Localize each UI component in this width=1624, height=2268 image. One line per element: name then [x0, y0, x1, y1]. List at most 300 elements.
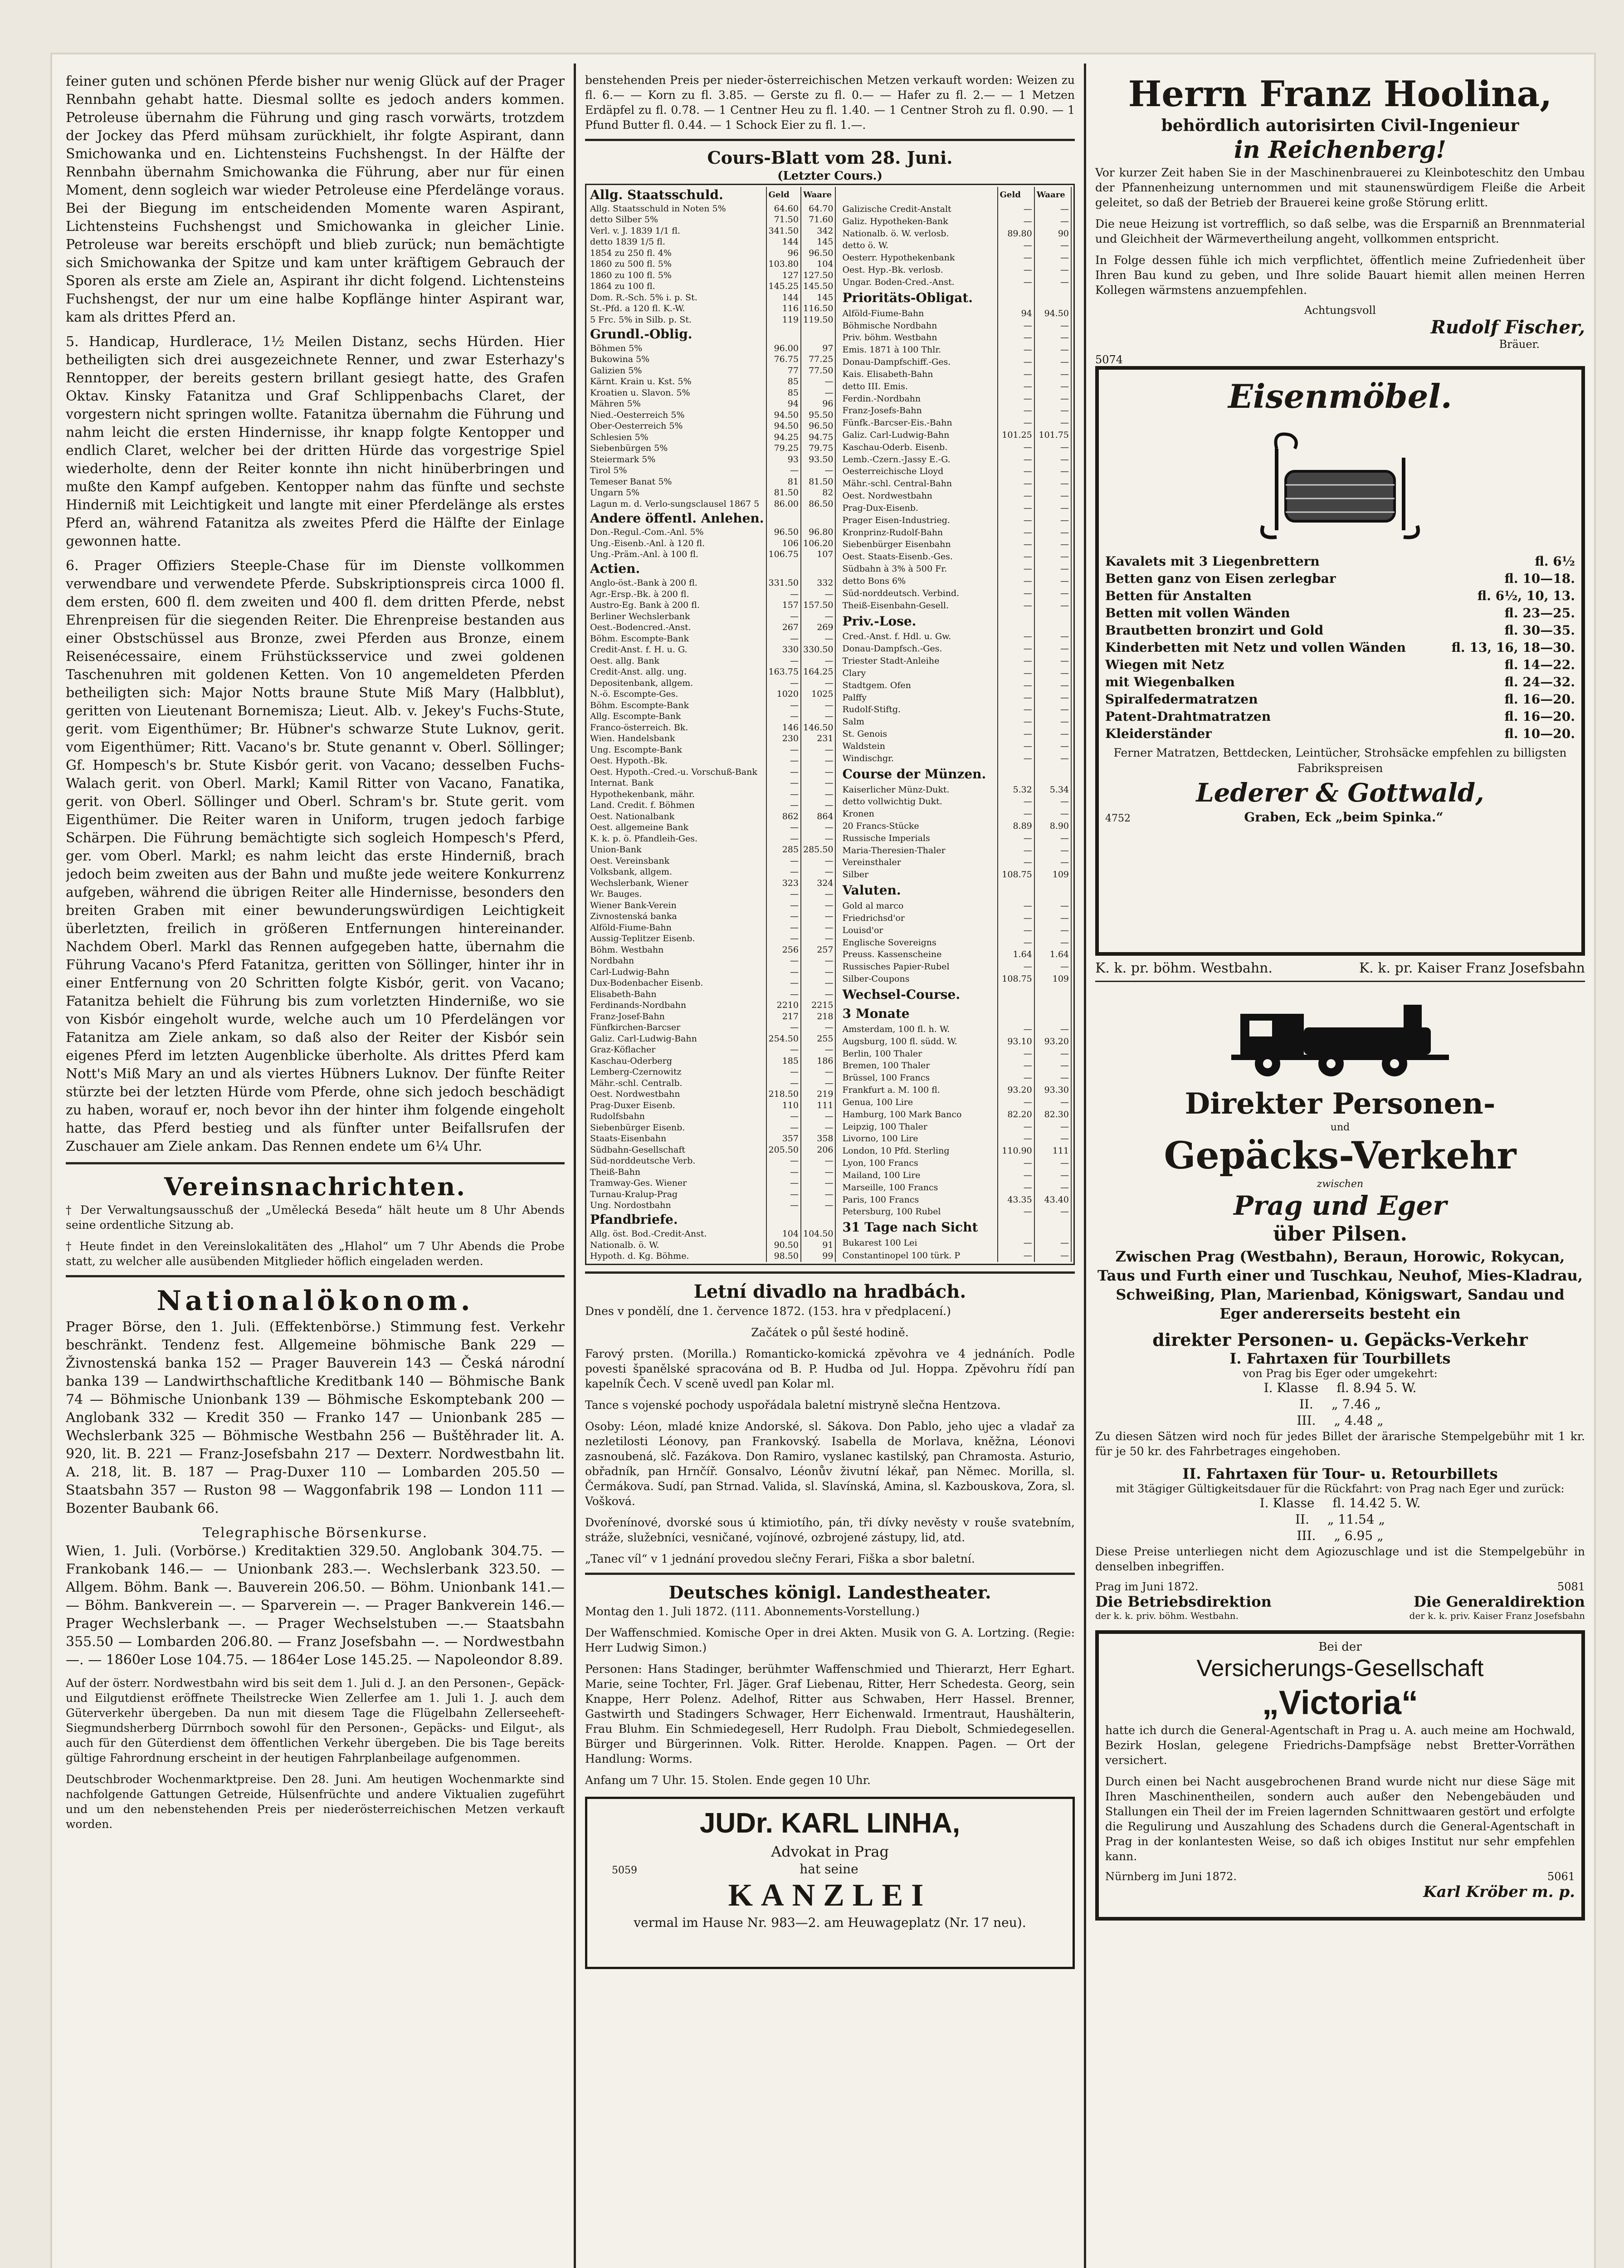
cours-right-cell: —	[1034, 655, 1071, 667]
cours-right-row	[840, 832, 1071, 845]
cours-left-row	[588, 1134, 835, 1145]
cours-left-row	[588, 922, 835, 934]
cours-left-cell: 1864 zu 100 fl.	[588, 281, 766, 293]
cours-right-row	[840, 1109, 1071, 1121]
fare-price: „ 11.54 „	[1327, 1512, 1385, 1527]
cours-right-row	[840, 869, 1071, 881]
cours-left-cell: 77.50	[801, 365, 835, 376]
cours-left-row	[588, 711, 835, 723]
cours-left-row	[588, 443, 835, 454]
cours-right-cell: 108.75	[998, 869, 1034, 881]
cours-left-cell: —	[801, 711, 835, 723]
cours-left-row	[588, 270, 835, 281]
cours-left-row	[588, 789, 835, 800]
cours-right-cell: Emis. 1871 à 100 Thlr.	[840, 344, 997, 356]
cours-right-cell: Stadtgem. Ofen	[840, 679, 997, 692]
cours-right-cell: Süd-norddeutsch. Verbind.	[840, 587, 997, 600]
column-right	[1095, 54, 1585, 2268]
cours-left-cell: 144	[766, 292, 801, 303]
rail-header	[1095, 956, 1585, 982]
cours-left-row	[588, 1078, 835, 1089]
victoria-line-1: Versicherungs-Gesellschaft	[1196, 1655, 1484, 1681]
cours-left-cell: —	[766, 1067, 801, 1078]
cours-right-cell: Gold al marco	[840, 900, 997, 912]
cours-right-cell: Prager Eisen-Industrieg.	[840, 514, 997, 527]
cours-left-cell: Lemberg-Czernowitz	[588, 1067, 766, 1078]
cours-right-cell: —	[1034, 857, 1071, 869]
cours-left-row	[588, 354, 835, 365]
cours-right-cell: —	[1034, 900, 1071, 912]
cours-right-cell: —	[998, 527, 1034, 539]
cours-left-cell: —	[766, 855, 801, 867]
eisen-price: fl. 23—25.	[1504, 606, 1575, 621]
cours-left-row	[588, 365, 835, 376]
cours-right-cell: —	[1034, 667, 1071, 679]
cours-right-cell: Course der Münzen.	[840, 765, 997, 784]
cours-right-cell	[1034, 1004, 1071, 1023]
cours-right-cell: —	[1034, 478, 1071, 490]
cours-right-header	[840, 187, 997, 203]
cours-left-cell: —	[801, 822, 835, 834]
cours-right-cell: —	[998, 631, 1034, 643]
column-rule	[574, 64, 576, 2268]
cours-left-cell: —	[766, 900, 801, 911]
cours-right-cell: Siebenbürger Eisenbahn	[840, 539, 997, 551]
cours-left-cell: —	[766, 589, 801, 600]
kanzlei-ad	[585, 1797, 1075, 1969]
cours-right-cell: —	[1034, 1121, 1071, 1133]
cours-right-row	[840, 949, 1071, 961]
cours-left-cell: 79.75	[801, 443, 835, 454]
cours-left-cell: —	[801, 967, 835, 978]
eisen-price-row	[1105, 622, 1575, 639]
cours-left-cell: 85	[766, 387, 801, 399]
hoolina-subtitle: behördlich autorisirten Civil-Ingenieur	[1161, 116, 1519, 135]
cours-left-cell: 96	[766, 248, 801, 259]
cours-left-cell: 269	[801, 622, 835, 634]
eisen-price: fl. 10—18.	[1504, 571, 1575, 586]
cours-right-row	[840, 1023, 1071, 1036]
cours-left-cell	[801, 509, 835, 527]
cours-left-cell: —	[801, 633, 835, 645]
cours-left-cell: 185	[766, 1056, 801, 1067]
cours-left-row	[588, 578, 835, 589]
cours-right-cell: —	[998, 264, 1034, 276]
cours-right-cell: —	[1034, 753, 1071, 765]
cours-left-cell: Union-Bank	[588, 845, 766, 856]
cours-right-row	[840, 1060, 1071, 1072]
cours-left-cell: —	[766, 989, 801, 1000]
cours-left-cell: 164.25	[801, 667, 835, 678]
cours-left-cell: 331.50	[766, 578, 801, 589]
cours-right-row	[840, 716, 1071, 728]
cours-right-cell: 43.35	[998, 1194, 1034, 1206]
cours-left-cell: —	[801, 1111, 835, 1123]
cours-left-cell: 1025	[801, 689, 835, 700]
cours-right-cell: 93.30	[1034, 1084, 1071, 1096]
cours-right-cell: Paris, 100 Francs	[840, 1194, 997, 1206]
cours-left-cell: —	[801, 1189, 835, 1200]
cours-left-row	[588, 589, 835, 600]
cours-right-cell: —	[1034, 728, 1071, 740]
cours-right-cell: —	[998, 551, 1034, 563]
eisen-item: Betten ganz von Eisen zerlegbar	[1105, 571, 1336, 586]
eisen-item: Brautbetten bronzirt und Gold	[1105, 623, 1324, 638]
cours-right-row	[840, 1194, 1071, 1206]
cours-right-row	[840, 924, 1071, 937]
cours-right-cell: —	[998, 1133, 1034, 1145]
cours-right-cell: —	[998, 643, 1034, 655]
cours-right-cell	[1034, 1218, 1071, 1237]
cours-left-cell: 1020	[766, 689, 801, 700]
cours-right-cell: Alföld-Fiume-Bahn	[840, 308, 997, 320]
fare-price: „ 6.95 „	[1334, 1528, 1384, 1543]
cours-right-row	[840, 466, 1071, 478]
cours-right-row	[840, 784, 1071, 796]
cours-right-cell: Vereinsthaler	[840, 857, 997, 869]
cours-left-cell: 157	[766, 600, 801, 611]
cours-right-cell: —	[998, 539, 1034, 551]
cours-left-row	[588, 989, 835, 1000]
cours-left-cell: Wien. Handelsbank	[588, 733, 766, 745]
cours-left-cell: —	[766, 789, 801, 800]
cours-left-row	[588, 978, 835, 989]
eisenmoebel-ad	[1095, 366, 1585, 956]
cours-right-cell: —	[998, 728, 1034, 740]
cours-right-cell: 111	[1034, 1145, 1071, 1157]
race-paragraph-1: feiner guten und schönen Pferde bisher nur wenig Glück auf der Prager Rennbahn gehabt hatte. Diesmal sollte es jedoch anders kommen. Petroleuse übernahm die Führung und ging rasch vorwärts, trotzdem der Jockey das Pferd mühsam zurückhielt, ihr folgte Aspirant, dann Smichowanka und en. Lichtensteins Fuchshengst. In der Hälfte der Rennbahn übernahm Smichowanka die Führung, aber nur für einen Moment, denn sogleich war wieder Petroleuse eine Pferdelänge voraus. Bei der Biegung im entscheidenden Momente waren Aspirant, Lichtensteins Fuchshengst und Smichowanka in gleicher Linie. Petroleuse war bereits erschöpft und blieb zurück; nun bemächtigte sich Smichowanka der Spitze und kam unter kräftigem Gebrauch der Sporen als erste am Ziele an, Aspirant ihr dicht folgend. Lichtensteins Fuchshengst, der nur um eine halbe Kopflänge hinter Aspirant war, kam als drittes Pferd an.	[66, 73, 565, 325]
cours-left-cell: 96.50	[801, 248, 835, 259]
cours-left-cell: —	[801, 611, 835, 622]
cours-right-cell: —	[998, 502, 1034, 514]
cours-right-cell: 90	[1034, 228, 1071, 240]
direkt-ii: II. Fahrtaxen für Tour- u. Retourbillets	[1182, 1465, 1498, 1482]
cours-left-cell: 267	[766, 622, 801, 634]
cours-left-cell: Zivnostenská banka	[588, 911, 766, 923]
cours-left-row	[588, 1033, 835, 1045]
cours-right-cell: Mähr.-schl. Central-Bahn	[840, 478, 997, 490]
cours-right-header-geld: Geld	[998, 187, 1034, 203]
cours-right-row	[840, 215, 1071, 228]
cours-left-row	[588, 889, 835, 900]
eisen-price-row	[1105, 587, 1575, 605]
kanzlei-address: vermal im Hause Nr. 983—2. am Heuwageplatz (Nr. 17 neu).	[634, 1915, 1026, 1930]
theatre-line-7: „Tanec víl“ v 1 jednání provedou slečny Ferari, Fiška a sbor baletní.	[585, 1552, 975, 1565]
cours-left-cell: Agr.-Ersp.-Bk. à 200 fl.	[588, 589, 766, 600]
cours-right-cell: —	[1034, 1133, 1071, 1145]
cours-right-row	[840, 631, 1071, 643]
victoria-pre: Bei der	[1318, 1640, 1362, 1654]
cours-left-row	[588, 432, 835, 443]
verein-title: Vereinsnachrichten.	[164, 1172, 467, 1201]
cours-left-cell: Galizien 5%	[588, 365, 766, 376]
cours-right-cell: —	[998, 575, 1034, 587]
cours-right-cell: Prioritäts-Obligat.	[840, 288, 997, 308]
cours-left-cell: 96.50	[766, 527, 801, 538]
cours-right-cell: Hamburg, 100 Mark Banco	[840, 1109, 997, 1121]
cours-right-cell: —	[998, 924, 1034, 937]
cours-left-cell: Kaschau-Oderberg	[588, 1056, 766, 1067]
cours-left-cell: —	[801, 922, 835, 934]
cours-left-cell: —	[801, 1045, 835, 1056]
cours-right-cell: Kronen	[840, 808, 997, 820]
cours-left-cell: Süd-norddeutsche Verb.	[588, 1156, 766, 1167]
direkt-i: I. Fahrtaxen für Tourbillets	[1229, 1350, 1451, 1367]
cours-right-cell: —	[1034, 441, 1071, 454]
cours-left-row	[588, 822, 835, 834]
cours-right-cell: —	[1034, 368, 1071, 381]
eisen-price-list	[1105, 553, 1575, 743]
cours-left-cell: Franz-Josef-Bahn	[588, 1011, 766, 1022]
eisen-price-row	[1105, 639, 1575, 656]
cours-left-cell: St.-Pfd. a 120 fl. K.-W.	[588, 303, 766, 315]
cours-left-cell: Carl-Ludwig-Bahn	[588, 967, 766, 978]
cours-left-cell: 218.50	[766, 1089, 801, 1100]
eisen-item: Kavalets mit 3 Liegenbrettern	[1105, 554, 1320, 569]
cours-left-row	[588, 1251, 835, 1262]
cours-left-row	[588, 215, 835, 226]
cours-left-cell: Credit-Anst. f. H. u. G.	[588, 645, 766, 656]
cours-right-row	[840, 1036, 1071, 1048]
cours-left-row	[588, 1228, 835, 1240]
cours-left-cell: 86.00	[766, 499, 801, 510]
cours-right-cell: —	[998, 454, 1034, 466]
cours-right-row	[840, 1004, 1071, 1023]
cours-right-cell: —	[1034, 563, 1071, 575]
cours-right-row	[840, 612, 1071, 631]
cours-right-row	[840, 600, 1071, 612]
cours-right-cell: Bukarest 100 Lei	[840, 1237, 997, 1249]
cours-right-row	[840, 308, 1071, 320]
cours-right-cell: Rudolf-Stiftg.	[840, 704, 997, 716]
cours-right-cell: 5.32	[998, 784, 1034, 796]
cours-right-row	[840, 655, 1071, 667]
victoria-text-2: Durch einen bei Nacht ausgebrochenen Brand wurde nicht nur diese Säge mit Ihren Maschinentheilen, sondern auch außer den Nebengebäuden und Stallungen ein Theil der im Freien lagernden Schnittwaaren gestört und erfolgte die Regulirung und Auszahlung des Schadens durch die General-Agentschaft in Prag in der konlantesten Weise, so daß ich obiges Institut nur sehr empfehlen kann.	[1105, 1775, 1575, 1863]
cours-right-cell: —	[998, 900, 1034, 912]
cours-right-cell	[1034, 985, 1071, 1004]
theatre-line-6: Dvořenínové, dvorské sous ú ktimiotího, pán, tři dívky nevěsty v rouše svatebním, stráže, služebníci, vesničané, vojínové, ozbrojené zástupy, lid, atd.	[585, 1516, 1075, 1544]
cours-left-cell: —	[801, 465, 835, 476]
cours-left-cell: —	[766, 1178, 801, 1189]
direkt-i-sub: von Prag bis Eger oder umgekehrt:	[1243, 1367, 1438, 1380]
cours-left-cell: 64.70	[801, 203, 835, 215]
cours-left-row	[588, 376, 835, 387]
cours-left-row	[588, 934, 835, 945]
eisen-price-row	[1105, 674, 1575, 691]
landestheater-line-4: Anfang um 7 Uhr. 15. Stolen. Ende gegen 10 Uhr.	[585, 1774, 871, 1787]
cours-right-cell: —	[998, 1249, 1034, 1262]
hoolina-ad	[1095, 54, 1585, 351]
cours-left-row	[588, 420, 835, 432]
eisen-price: fl. 16—20.	[1504, 709, 1575, 724]
direkt-line-2: Gepäcks-Verkehr	[1164, 1134, 1517, 1178]
cours-left-cell: 219	[801, 1089, 835, 1100]
cours-left-cell: Böhm. Escompte-Bank	[588, 700, 766, 711]
cours-right-cell: —	[1034, 1237, 1071, 1249]
cours-right-cell: Kronprinz-Rudolf-Bahn	[840, 527, 997, 539]
eisen-more: Ferner Matratzen, Bettdecken, Leintücher, Strohsäcke empfehlen zu billigsten Fabrikspreisen	[1113, 746, 1567, 775]
cours-right-row	[840, 587, 1071, 600]
cours-right-cell: —	[1034, 240, 1071, 252]
cours-right-cell: —	[1034, 405, 1071, 417]
cours-right-cell: 94.50	[1034, 308, 1071, 320]
cours-right-cell: —	[998, 514, 1034, 527]
cours-right-cell: Preuss. Kassenscheine	[840, 949, 997, 961]
direkt-sign-right: Die Generaldirektion	[1414, 1593, 1585, 1610]
cours-left-cell: —	[801, 800, 835, 811]
cours-left-cell: Alföld-Fiume-Bahn	[588, 922, 766, 934]
cours-left-cell: —	[766, 1111, 801, 1123]
cours-left-cell: Allg. Staatsschuld in Noten 5%	[588, 203, 766, 215]
cours-left-cell: Siebenbürgen 5%	[588, 443, 766, 454]
cours-right-cell: Marseille, 100 Francs	[840, 1182, 997, 1194]
cours-left-row	[588, 410, 835, 421]
cours-left-cell: —	[801, 1122, 835, 1134]
cours-right-cell: —	[1034, 1169, 1071, 1182]
cours-right-cell: —	[1034, 332, 1071, 344]
cours-right-cell: —	[1034, 490, 1071, 502]
cours-right-cell: —	[1034, 1157, 1071, 1169]
cours-right-row	[840, 539, 1071, 551]
cours-left-cell: Oest. allg. Bank	[588, 655, 766, 667]
cours-left-row	[588, 622, 835, 634]
cours-left-cell: —	[766, 633, 801, 645]
cours-right-cell: —	[1034, 539, 1071, 551]
cours-left-header: Allg. Staatsschuld.	[588, 187, 766, 203]
verein-item-1: † Der Verwaltungsausschuß der „Umělecká Beseda“ hält heute um 8 Uhr Abends seine ordentliche Sitzung ab.	[66, 1203, 565, 1232]
cours-left-cell: 98.50	[766, 1251, 801, 1262]
cours-left-cell: —	[766, 978, 801, 989]
cours-left-cell: Siebenbürger Eisenb.	[588, 1122, 766, 1134]
cours-left-row	[588, 655, 835, 667]
cours-left-cell: Prag-Duxer Eisenb.	[588, 1100, 766, 1111]
cours-right-row	[840, 405, 1071, 417]
cours-left-row	[588, 560, 835, 577]
cours-right-cell: 20 Francs-Stücke	[840, 820, 997, 832]
hoolina-title: Herrn Franz Hoolina,	[1128, 73, 1552, 115]
cours-right-cell: Berlin, 100 Thaler	[840, 1048, 997, 1060]
cours-left-row	[588, 722, 835, 733]
cours-left-cell: Hypoth. d. Kg. Böhme.	[588, 1251, 766, 1262]
eisen-price-row	[1105, 570, 1575, 587]
cours-right-cell: —	[1034, 587, 1071, 600]
cours-right-row	[840, 1121, 1071, 1133]
cours-right-cell: —	[998, 1096, 1034, 1109]
cours-right-cell: —	[1034, 912, 1071, 924]
cours-left-cell: 2215	[801, 1000, 835, 1012]
cours-right-cell: 101.25	[998, 429, 1034, 441]
cours-left-row	[588, 778, 835, 789]
cours-left-cell: 5 Frc. 5% in Silb. p. St.	[588, 314, 766, 326]
fare-class: I. Klasse	[1263, 1380, 1319, 1395]
cours-right-cell: —	[998, 1060, 1034, 1072]
cours-right-cell: Valuten.	[840, 881, 997, 900]
cours-left-cell: Staats-Eisenbahn	[588, 1134, 766, 1145]
cours-left-cell: Temeser Banat 5%	[588, 476, 766, 488]
cours-right-cell: 8.90	[1034, 820, 1071, 832]
cours-left-cell: 94.25	[766, 432, 801, 443]
crib-illustration	[1105, 417, 1575, 553]
cours-left-cell: —	[766, 1078, 801, 1089]
cours-right-row	[840, 252, 1071, 264]
cours-left-cell: Don.-Regul.-Com.-Anl. 5%	[588, 527, 766, 538]
eisen-item: Kleiderständer	[1105, 726, 1212, 741]
cours-left-cell: 145	[801, 237, 835, 248]
cours-left-cell	[801, 560, 835, 577]
cours-left-cell: 106.75	[766, 549, 801, 561]
cours-left-cell: 330.50	[801, 645, 835, 656]
cours-right-cell: —	[1034, 466, 1071, 478]
cours-right-cell: —	[998, 276, 1034, 288]
cours-left-row	[588, 476, 835, 488]
cours-left-cell: —	[801, 855, 835, 867]
cours-left-cell: Tirol 5%	[588, 465, 766, 476]
cours-left-cell: Wechslerbank, Wiener	[588, 878, 766, 889]
cours-right-cell: Silber	[840, 869, 997, 881]
cours-left-cell: 71.50	[766, 215, 801, 226]
cours-left-cell: 1860 zu 100 fl. 5%	[588, 270, 766, 281]
direkt-text: Zwischen Prag (Westbahn), Beraun, Horowic, Rokycan, Taus und Furth einer und Tuschkau, Neuhof, Mies-Kladrau, Schweißing, Plan, Marienbad, Königswart, Sandau und Eger andererseits besteht ein	[1097, 1248, 1583, 1322]
cours-left-cell	[801, 1211, 835, 1228]
cours-right-cell: —	[1034, 679, 1071, 692]
cours-right-cell: —	[1034, 215, 1071, 228]
column-middle	[585, 54, 1075, 2268]
cours-right-row	[840, 1145, 1071, 1157]
kanzlei-line2: Advokat in Prag	[771, 1843, 889, 1860]
cours-right-cell: Amsterdam, 100 fl. h. W.	[840, 1023, 997, 1036]
verein-item-2: † Heute findet in den Vereinslokalitäten des „Hlahol“ um 7 Uhr Abends die Probe statt, zu welcher alle ausübenden Mitglieder höflich eingeladen werden.	[66, 1240, 565, 1268]
cours-right-cell: 89.80	[998, 228, 1034, 240]
cours-left-header-geld: Geld	[766, 187, 801, 203]
cours-right-cell: Friedrichsd'or	[840, 912, 997, 924]
cours-left-cell: —	[766, 934, 801, 945]
cours-title: Cours-Blatt vom 28. Juni.	[707, 147, 953, 168]
crib-icon	[1245, 421, 1435, 548]
wien-text: Wien, 1. Juli. (Vorbörse.) Kreditaktien 329.50. Anglobank 304.75. — Frankobank 146.— — Unionbank 283.—. Wechslerbank 323.50. — Allgem. Böhm. Bank —. Bauverein 206.50. — Böhm. Unionbank 141.— — Böhm. Bankverein —. — Sparverein —. — Prager Bankverein 146.— Prager Wechslerbank —. — Prager Wechselstuben —.— Staatsbahn 355.50 — Lombarden 206.80. — Franz Josefsbahn —. — Nordwestbahn —. — 1860er Lose 104.75. — 1864er Lose 145.25. — Napoleondor 8.89.	[66, 1543, 565, 1668]
cours-left-cell: Galiz. Carl-Ludwig-Bahn	[588, 1033, 766, 1045]
cours-left-cell: 94.50	[766, 420, 801, 432]
cours-left-cell	[766, 1211, 801, 1228]
cours-left-cell: 96	[801, 398, 835, 410]
cours-left-cell: —	[766, 822, 801, 834]
cours-left-cell: 157.50	[801, 600, 835, 611]
cours-right-cell: —	[1034, 643, 1071, 655]
cours-right-cell: —	[1034, 808, 1071, 820]
cours-left-cell: Dom. R.-Sch. 5% i. p. St.	[588, 292, 766, 303]
divider	[66, 1275, 565, 1277]
cours-right-cell: —	[1034, 381, 1071, 393]
kanzlei-big: KANZLEI	[728, 1878, 932, 1913]
cours-left-cell: —	[766, 833, 801, 845]
cours-right-cell: Kaschau-Oderb. Eisenb.	[840, 441, 997, 454]
cours-left-cell: 256	[766, 944, 801, 956]
cours-left-cell: 341.50	[766, 225, 801, 237]
cours-left-cell: 77	[766, 365, 801, 376]
cours-left-cell: Grundl.-Oblig.	[588, 326, 766, 343]
cours-left-row	[588, 326, 835, 343]
cours-right-row	[840, 1072, 1071, 1084]
cours-right-cell: Petersburg, 100 Rubel	[840, 1206, 997, 1218]
victoria-ad	[1095, 1630, 1585, 1921]
cours-left-body	[588, 203, 835, 1262]
cours-right-cell: —	[998, 655, 1034, 667]
cours-left-cell: Steiermark 5%	[588, 454, 766, 465]
eisen-item: Betten für Anstalten	[1105, 588, 1252, 603]
cours-right-cell: 82.30	[1034, 1109, 1071, 1121]
cours-right-cell: —	[998, 1206, 1034, 1218]
cours-right-cell: 93.20	[1034, 1036, 1071, 1048]
cours-right-cell	[998, 1218, 1034, 1237]
